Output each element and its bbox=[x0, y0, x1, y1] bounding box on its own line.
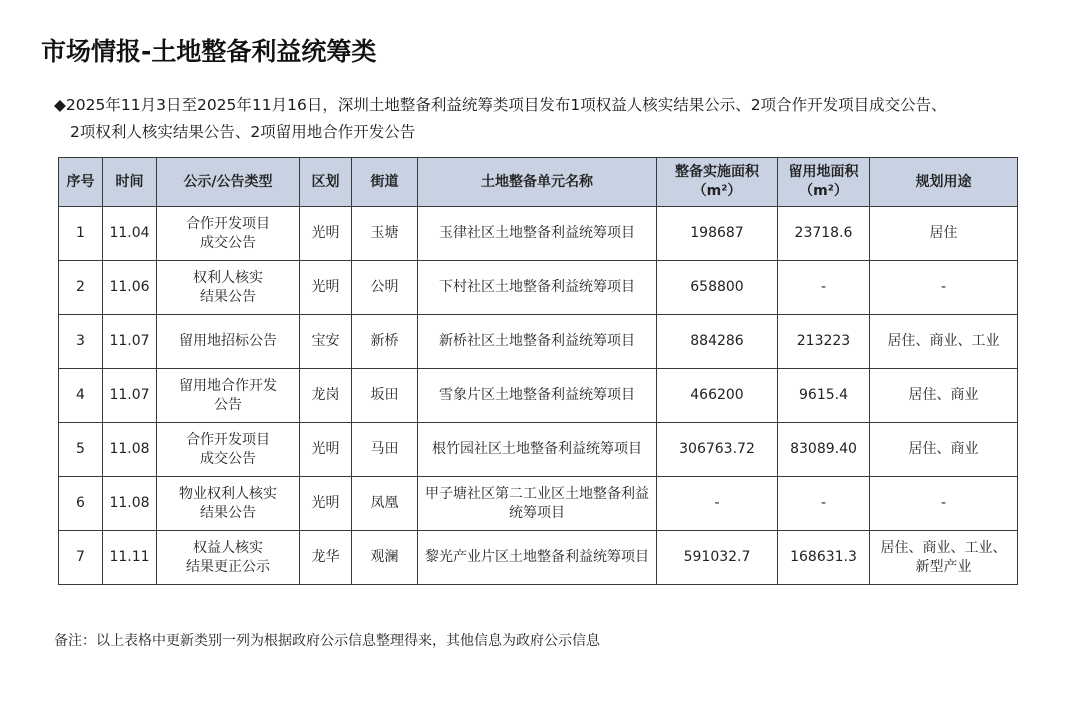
cell-district: 光明 bbox=[300, 477, 352, 531]
cell-unit-name: 玉律社区土地整备利益统筹项目 bbox=[418, 207, 657, 261]
cell-planned-use: - bbox=[870, 477, 1018, 531]
cell-unit-name: 新桥社区土地整备利益统筹项目 bbox=[418, 315, 657, 369]
cell-implementation-area: 466200 bbox=[657, 369, 778, 423]
cell-seq: 6 bbox=[59, 477, 103, 531]
header-reserved-land-area: 留用地面积 （m²） bbox=[778, 158, 870, 207]
cell-district: 光明 bbox=[300, 261, 352, 315]
cell-time: 11.06 bbox=[103, 261, 157, 315]
cell-street: 观澜 bbox=[352, 531, 418, 585]
cell-implementation-area: 306763.72 bbox=[657, 423, 778, 477]
cell-seq: 4 bbox=[59, 369, 103, 423]
cell-reserved-land-area: 83089.40 bbox=[778, 423, 870, 477]
cell-time: 11.07 bbox=[103, 369, 157, 423]
summary-line-1: ◆2025年11月3日至2025年11月16日，深圳土地整备利益统筹类项目发布1项权益人核实结果公示、2项合作开发项目成交公告、 bbox=[54, 96, 947, 114]
header-implementation-area: 整备实施面积 （m²） bbox=[657, 158, 778, 207]
cell-type: 留用地招标公告 bbox=[157, 315, 300, 369]
cell-reserved-land-area: 213223 bbox=[778, 315, 870, 369]
cell-unit-name: 根竹园社区土地整备利益统筹项目 bbox=[418, 423, 657, 477]
cell-time: 11.08 bbox=[103, 423, 157, 477]
cell-unit-name: 下村社区土地整备利益统筹项目 bbox=[418, 261, 657, 315]
cell-street: 新桥 bbox=[352, 315, 418, 369]
cell-reserved-land-area: - bbox=[778, 261, 870, 315]
table-row bbox=[59, 261, 1018, 315]
cell-time: 11.04 bbox=[103, 207, 157, 261]
summary bbox=[54, 92, 1054, 146]
cell-unit-name: 雪象片区土地整备利益统筹项目 bbox=[418, 369, 657, 423]
cell-seq: 1 bbox=[59, 207, 103, 261]
cell-district: 龙岗 bbox=[300, 369, 352, 423]
cell-planned-use: 居住、商业、工业 bbox=[870, 315, 1018, 369]
cell-implementation-area: 884286 bbox=[657, 315, 778, 369]
footnote: 备注：以上表格中更新类别一列为根据政府公示信息整理得来，其他信息为政府公示信息 bbox=[54, 633, 600, 649]
header-time: 时间 bbox=[103, 158, 157, 207]
cell-implementation-area: 591032.7 bbox=[657, 531, 778, 585]
cell-street: 玉塘 bbox=[352, 207, 418, 261]
header-type: 公示/公告类型 bbox=[157, 158, 300, 207]
cell-street: 凤凰 bbox=[352, 477, 418, 531]
cell-type: 权益人核实 结果更正公示 bbox=[157, 531, 300, 585]
cell-planned-use: 居住、商业、工业、 新型产业 bbox=[870, 531, 1018, 585]
cell-reserved-land-area: 168631.3 bbox=[778, 531, 870, 585]
table-row bbox=[59, 315, 1018, 369]
header-street: 街道 bbox=[352, 158, 418, 207]
cell-implementation-area: 658800 bbox=[657, 261, 778, 315]
cell-implementation-area: 198687 bbox=[657, 207, 778, 261]
cell-reserved-land-area: - bbox=[778, 477, 870, 531]
land-readjustment-table bbox=[58, 157, 1018, 585]
table-row bbox=[59, 423, 1018, 477]
cell-time: 11.08 bbox=[103, 477, 157, 531]
cell-time: 11.07 bbox=[103, 315, 157, 369]
cell-planned-use: 居住 bbox=[870, 207, 1018, 261]
summary-line-2: 2项权利人核实结果公告、2项留用地合作开发公告 bbox=[70, 123, 416, 141]
cell-type: 合作开发项目 成交公告 bbox=[157, 207, 300, 261]
cell-planned-use: 居住、商业 bbox=[870, 423, 1018, 477]
cell-type: 权利人核实 结果公告 bbox=[157, 261, 300, 315]
cell-planned-use: 居住、商业 bbox=[870, 369, 1018, 423]
page-title: 市场情报-土地整备利益统筹类 bbox=[41, 37, 377, 66]
cell-district: 龙华 bbox=[300, 531, 352, 585]
cell-seq: 7 bbox=[59, 531, 103, 585]
cell-type: 留用地合作开发 公告 bbox=[157, 369, 300, 423]
cell-seq: 3 bbox=[59, 315, 103, 369]
cell-unit-name: 甲子塘社区第二工业区土地整备利益 统筹项目 bbox=[418, 477, 657, 531]
cell-street: 公明 bbox=[352, 261, 418, 315]
cell-district: 光明 bbox=[300, 423, 352, 477]
cell-street: 马田 bbox=[352, 423, 418, 477]
cell-reserved-land-area: 9615.4 bbox=[778, 369, 870, 423]
header-planned-use: 规划用途 bbox=[870, 158, 1018, 207]
table-row bbox=[59, 531, 1018, 585]
cell-unit-name: 黎光产业片区土地整备利益统筹项目 bbox=[418, 531, 657, 585]
cell-seq: 2 bbox=[59, 261, 103, 315]
cell-seq: 5 bbox=[59, 423, 103, 477]
header-district: 区划 bbox=[300, 158, 352, 207]
cell-district: 光明 bbox=[300, 207, 352, 261]
table-body bbox=[59, 207, 1018, 585]
cell-district: 宝安 bbox=[300, 315, 352, 369]
cell-type: 合作开发项目 成交公告 bbox=[157, 423, 300, 477]
cell-type: 物业权利人核实 结果公告 bbox=[157, 477, 300, 531]
cell-implementation-area: - bbox=[657, 477, 778, 531]
cell-time: 11.11 bbox=[103, 531, 157, 585]
table-row bbox=[59, 369, 1018, 423]
header-seq: 序号 bbox=[59, 158, 103, 207]
table-row bbox=[59, 477, 1018, 531]
cell-planned-use: - bbox=[870, 261, 1018, 315]
cell-reserved-land-area: 23718.6 bbox=[778, 207, 870, 261]
table-header-row bbox=[59, 158, 1018, 207]
header-unit-name: 土地整备单元名称 bbox=[418, 158, 657, 207]
table-row bbox=[59, 207, 1018, 261]
cell-street: 坂田 bbox=[352, 369, 418, 423]
